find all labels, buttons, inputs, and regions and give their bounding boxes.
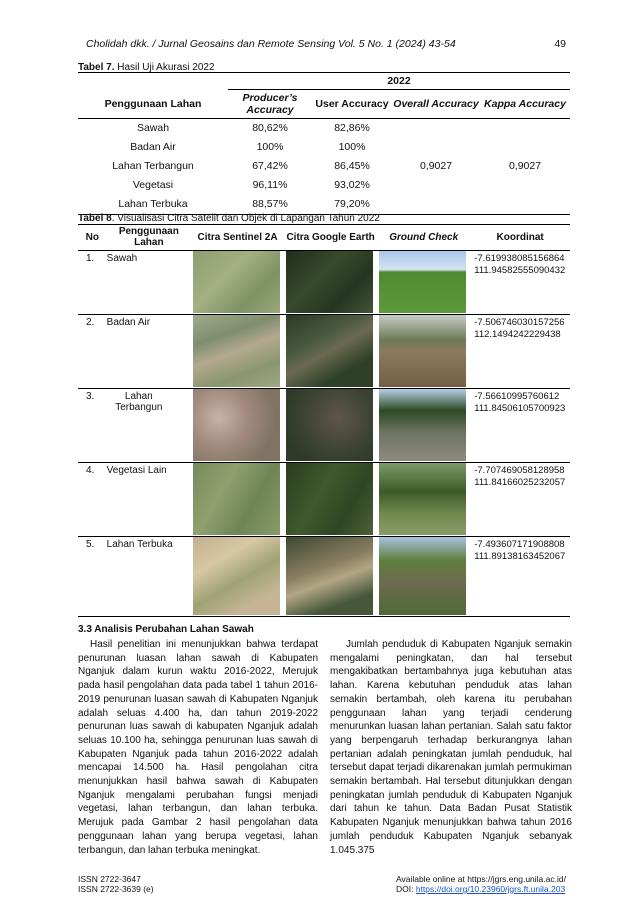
google-earth-image: [286, 463, 373, 535]
visualization-table: [78, 224, 570, 617]
table7-caption-text: Hasil Uji Akurasi 2022: [114, 62, 215, 73]
table7-col-producer: Producer’s Accuracy: [242, 91, 298, 116]
coordinate: [470, 463, 570, 537]
latitude: -7.56610995760612: [474, 391, 560, 402]
cell-producer: 80,62%: [252, 122, 288, 134]
table8-col-ground: Ground Check: [389, 231, 459, 243]
coordinate: [470, 537, 570, 617]
google-earth-image: [286, 251, 373, 313]
longitude: 112.1494242229438: [474, 329, 561, 340]
row-number: 1.: [78, 251, 107, 315]
table8-col-coord: Koordinat: [470, 225, 570, 251]
latitude: -7.707469058128958: [474, 465, 565, 476]
cell-overall: 0,9027: [419, 160, 453, 173]
issn-electronic: ISSN 2722-3639 (e): [78, 884, 154, 894]
cell-land: Sawah: [136, 122, 170, 134]
section-heading: 3.3 Analisis Perubahan Lahan Sawah: [78, 624, 254, 635]
running-header: [86, 38, 566, 50]
ground-check-photo: [379, 251, 466, 313]
latitude: -7.493607171908808: [474, 539, 565, 550]
table8-col-land: Penggunaan Lahan: [107, 225, 191, 251]
page-number: 49: [554, 38, 566, 50]
table8-caption-label: Tabel 8: [78, 213, 112, 224]
journal-citation: Cholidah dkk. / Jurnal Geosains dan Remote Sensing Vol. 5 No. 1 (2024) 43-54: [86, 38, 456, 50]
row-number: 4.: [78, 463, 107, 537]
doi-link[interactable]: https://doi.org/10.23960/jgrs.ft.unila.203: [415, 884, 566, 894]
table8-col-google: Citra Google Earth: [284, 225, 377, 251]
sentinel-image: [193, 315, 280, 387]
row-number: 3.: [78, 389, 107, 463]
ground-check-photo: [379, 537, 466, 615]
coordinate: [470, 389, 570, 463]
cell-user: 82,86%: [334, 122, 370, 134]
longitude: 111.94582555090432: [474, 265, 566, 276]
table-row: [78, 251, 570, 315]
sentinel-image: [193, 537, 280, 615]
table7-year: 2022: [228, 73, 570, 90]
left-column: [78, 638, 318, 857]
ground-check-photo: [379, 389, 466, 461]
table8-col-sentinel: Citra Sentinel 2A: [191, 225, 284, 251]
cell-producer: 67,42%: [252, 160, 288, 172]
cell-land: Lahan Terbangun: [112, 160, 194, 172]
doi-label: DOI:: [396, 884, 416, 894]
longitude: 111.89138163452067: [474, 551, 566, 562]
table7-caption-label: Tabel 7.: [78, 62, 115, 73]
right-column: [330, 638, 572, 857]
land-use-label: Lahan Terbuka: [107, 537, 191, 617]
coordinate: [470, 251, 570, 315]
footer-issn: [78, 874, 154, 894]
cell-land: Badan Air: [130, 141, 176, 153]
table7-col-user: User Accuracy: [312, 90, 392, 119]
google-earth-image: [286, 537, 373, 615]
available-online: Available online at https://jgrs.eng.unila.ac.id/: [396, 874, 566, 884]
row-number: 2.: [78, 315, 107, 389]
table-row: [78, 315, 570, 389]
cell-user: 100%: [338, 141, 366, 153]
cell-user: 79,20%: [312, 195, 392, 215]
cell-producer: 100%: [256, 141, 284, 153]
cell-user: 93,02%: [334, 179, 370, 191]
table8-caption: [78, 213, 380, 224]
land-use-label: Lahan Terbangun: [107, 389, 191, 463]
row-number: 5.: [78, 537, 107, 617]
coordinate: [470, 315, 570, 389]
longitude: 111.84166025232057: [474, 477, 566, 488]
latitude: -7.506746030157256: [474, 317, 565, 328]
longitude: 111.84506105700923: [474, 403, 566, 414]
table-row: [78, 537, 570, 617]
table8-caption-text: . Visualisasi Citra Satelit dan Objek di Lapangan Tahun 2022: [111, 213, 380, 224]
table7-col-land: Penggunaan Lahan: [78, 90, 228, 119]
google-earth-image: [286, 389, 373, 461]
right-paragraph: Jumlah penduduk di Kabupaten Nganjuk semakin mengalami peningkatan, dan hal tersebut mengakibatkan bertambahnya juga kebutuhan atas lahan. Karena kebutuhan penduduk atas lahan semakin bertambah, oleh karena itu perubahan penggunaan lahan yang terjadi cenderung menurunkan luasan lahan pertanian. Salah satu faktor yang berpengaruh terhadap berkurangnya lahan pertanian adalah peningkatan jumlah penduduk, hal tersebut dapat terjadi dikarenakan jumlah permukiman semakin bertambah. Hal tersebut ditunjukkan dengan peningkatan jumlah penduduk di Kabupaten Nganjuk dari tahun ke tahun. Data Badan Pusat Statistik Kabupaten Nganjuk menunjukkan bahwa tahun 2016 jumlah penduduk Kabupaten Nganjuk sebanyak 1.045.375: [330, 639, 572, 856]
cell-producer: 96,11%: [252, 179, 288, 191]
sentinel-image: [193, 389, 280, 461]
table7-col-kappa: Kappa Accuracy: [484, 97, 566, 110]
issn-print: ISSN 2722-3647: [78, 874, 141, 884]
latitude: -7.619938085156864: [474, 253, 565, 264]
cell-land: Vegetasi: [132, 179, 174, 191]
table7-col-overall: Overall Accuracy: [393, 97, 479, 110]
land-use-label: Vegetasi Lain: [107, 463, 191, 537]
table-row: [78, 463, 570, 537]
table-row: [78, 389, 570, 463]
accuracy-table: [78, 72, 570, 215]
sentinel-image: [193, 463, 280, 535]
ground-check-photo: [379, 315, 466, 387]
left-paragraph: Hasil penelitian ini menunjukkan bahwa terdapat penurunan luasan lahan sawah di Kabupaten Nganjuk dalam kurun waktu 2016-2022, Merujuk pada hasil pengolahan data pada tabel 1 tahun 2016-2019 penurunan luasan sawah di Kabupaten Nganjuk adalah seluas 4.400 ha, dan tahun 2019-2022 penurunan luas sawah di kabupaten Nganjuk adalah seluas 10.100 ha, sehingga penurunan luas sawah di Kabupaten Nganjuk pada tahun 2016-2022 adalah mencapai 14.500 ha. Hasil pengolahan citra menunjukkan hasil bahwa sawah di Kabupaten Nganjuk mengalami perubahan fungsi menjadi vegetasi, lahan terbangun, dan lahan terbuka. Merujuk pada Gambar 2 hasil pengolahan data penggunaan lahan yang berupa vegetasi, lahan terbangun, dan lahan terbuka meningkat.: [78, 639, 318, 856]
cell-land: Lahan Terbuka: [78, 195, 228, 215]
google-earth-image: [286, 315, 373, 387]
ground-check-photo: [379, 463, 466, 535]
land-use-label: Badan Air: [107, 315, 191, 389]
sentinel-image: [193, 251, 280, 313]
cell-user: 86,45%: [334, 160, 370, 172]
table8-col-no: No: [78, 225, 107, 251]
land-use-label: Sawah: [107, 251, 191, 315]
cell-kappa: 0,9027: [508, 160, 542, 173]
table-row: [78, 118, 570, 138]
cell-producer: 88,57%: [228, 195, 312, 215]
footer-links: [396, 874, 566, 894]
